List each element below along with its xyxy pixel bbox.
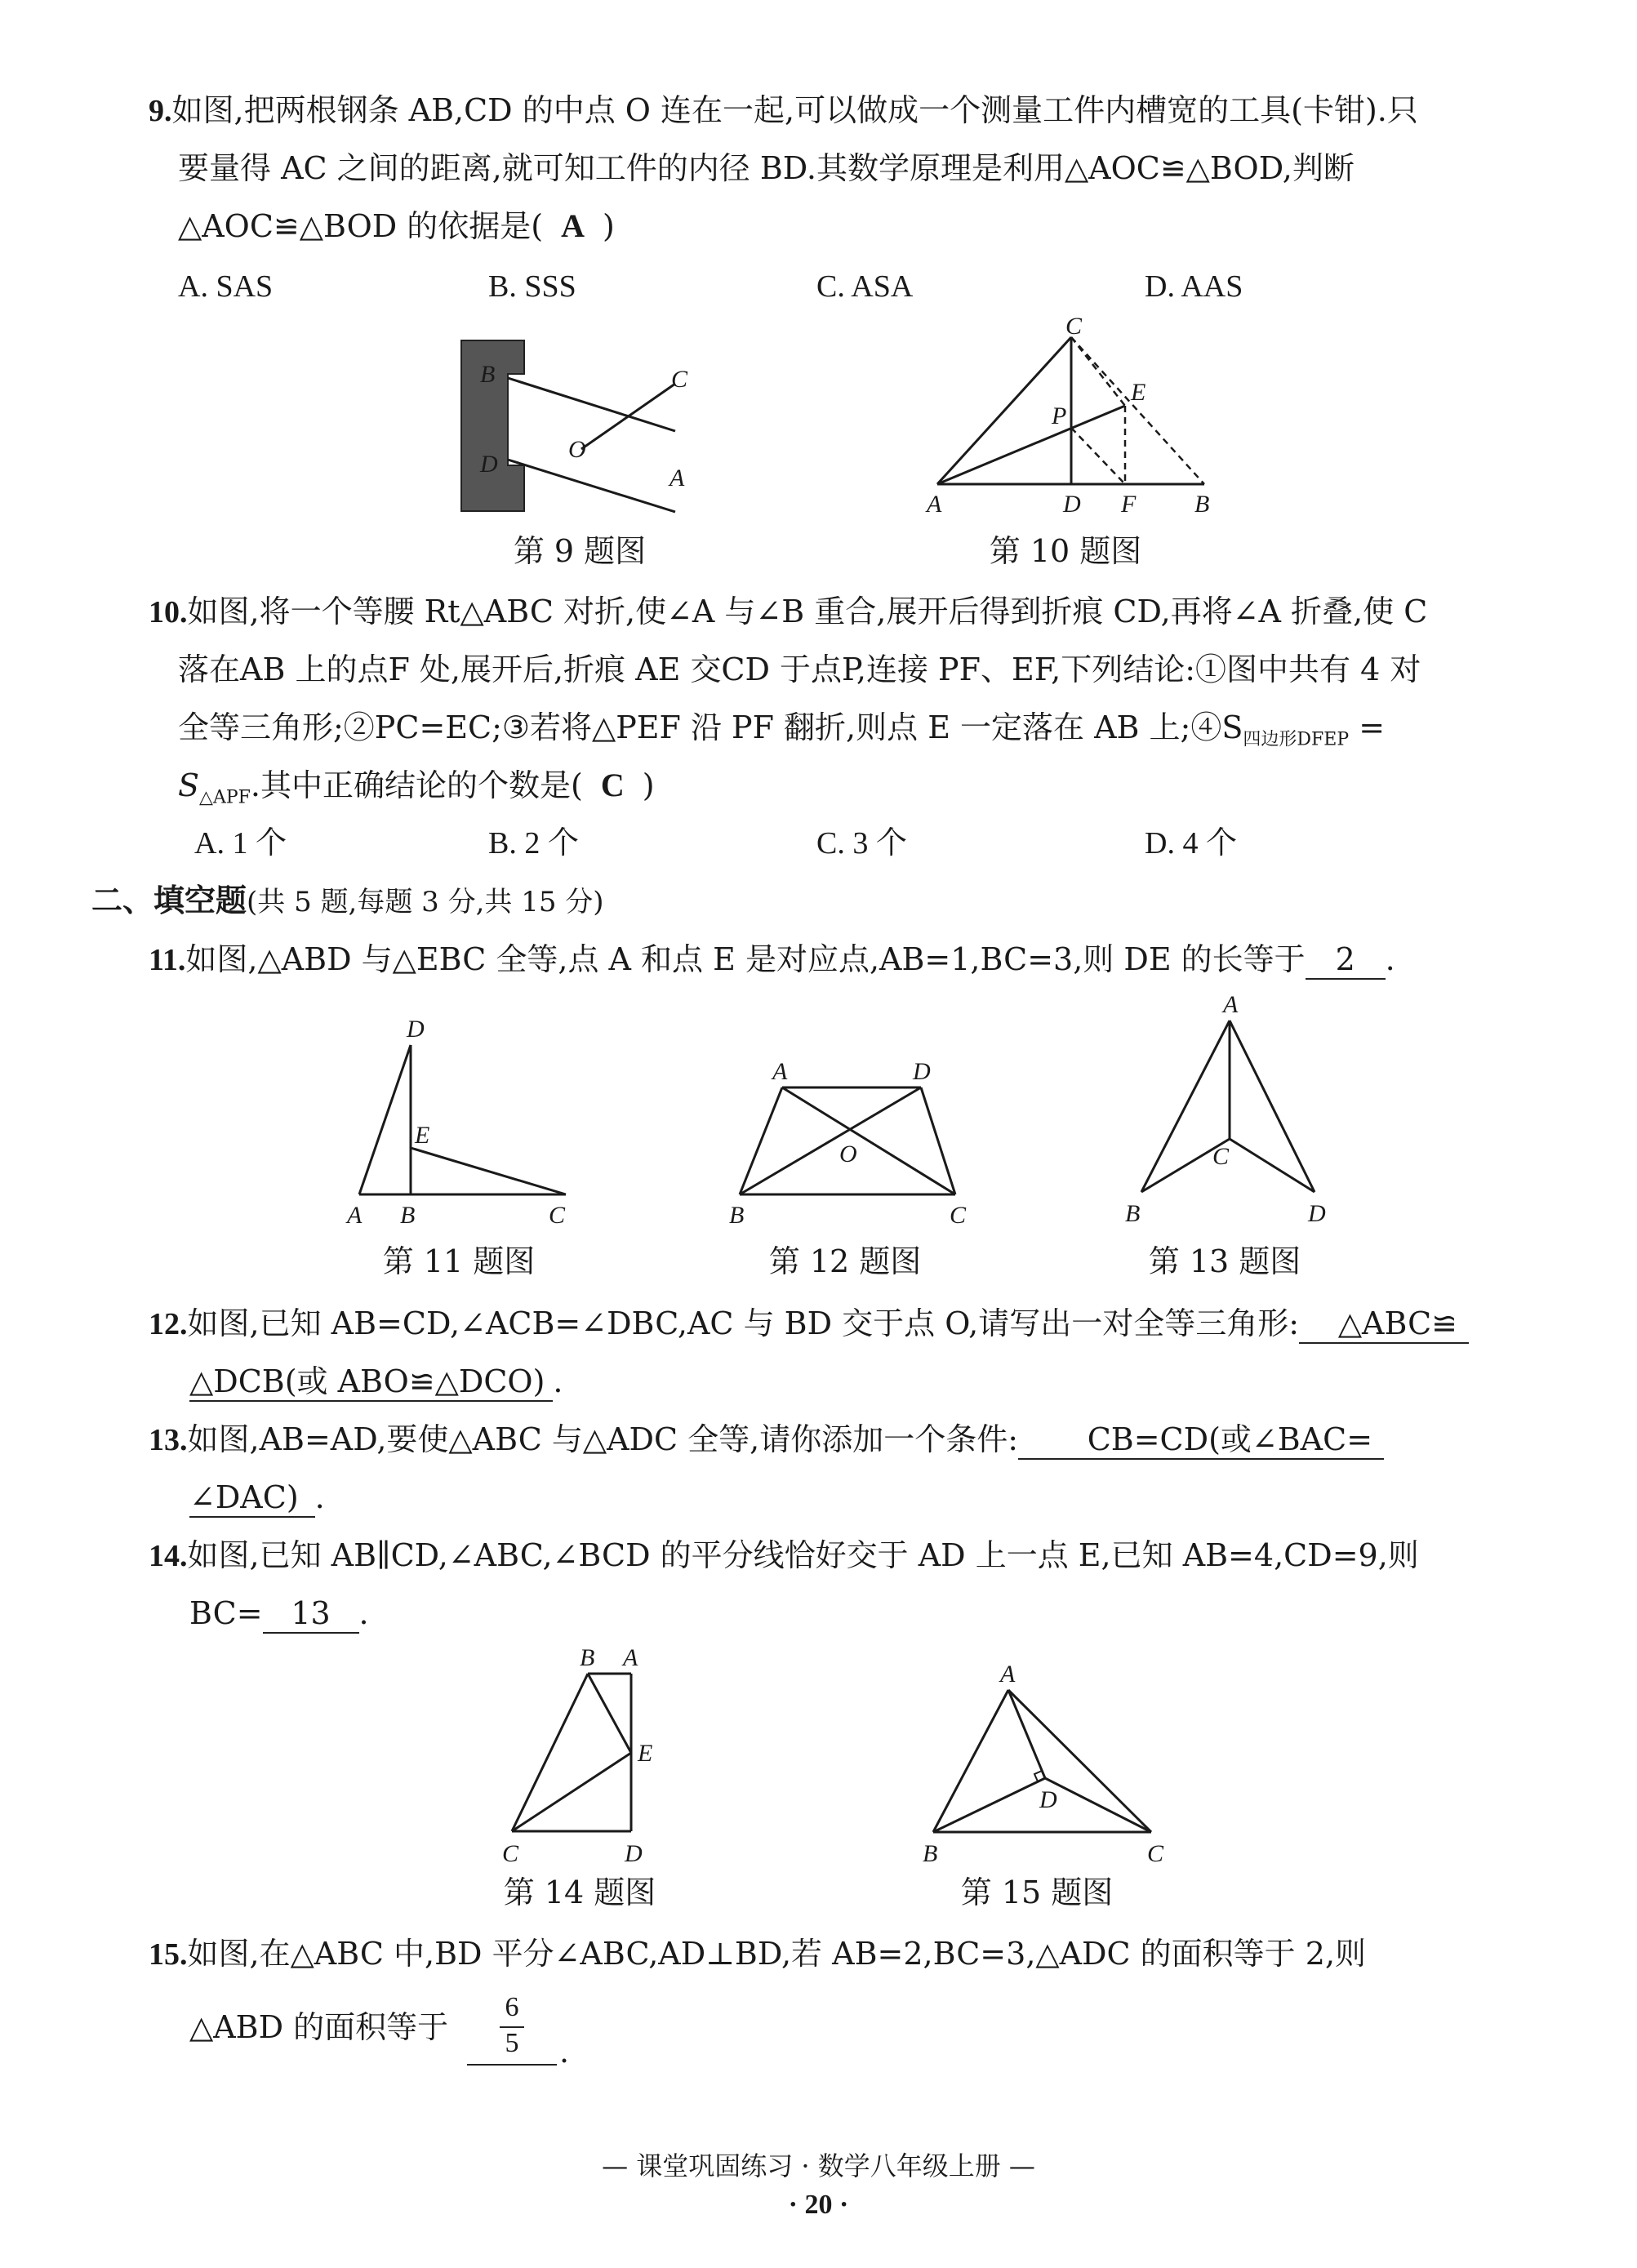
fig12-caption: 第 12 题图 <box>768 1243 922 1279</box>
q13-line2 <box>189 1479 325 1518</box>
q15-answer-underline <box>467 2064 557 2066</box>
figure-10 <box>914 313 1241 527</box>
fig15-label-d: D <box>1039 1786 1057 1813</box>
fig13-caption: 第 13 题图 <box>1148 1243 1301 1279</box>
q10-line2: 落在AB 上的点F 处,展开后,折痕 AE 交CD 于点P,连接 PF、EF,下列结论:①图中共有 4 对 <box>178 651 1421 687</box>
q10-line4 <box>178 767 655 817</box>
q10-s: S <box>178 767 200 803</box>
q15-answer-denominator: 5 <box>505 2028 519 2058</box>
fig10-label-e: E <box>1131 379 1146 406</box>
fig9-label-a: A <box>669 465 685 491</box>
q13-answer-part1: CB=CD(或∠BAC= <box>1018 1421 1384 1460</box>
q12-end: . <box>553 1363 563 1399</box>
q15-text: 如图,在△ABC 中,BD 平分∠ABC,AD⊥BD,若 AB=2,BC=3,△ADC 的面积等于 2,则 <box>187 1936 1367 1972</box>
q9-number: 9. <box>149 94 172 128</box>
q15-text-2: △ABD 的面积等于 <box>189 2009 449 2045</box>
q10-option-a: A. 1 个 <box>194 826 287 861</box>
q12-text: 如图,已知 AB=CD,∠ACB=∠DBC,AC 与 BD 交于点 O,请写出一对全等三角形: <box>187 1305 1300 1341</box>
q12-line2 <box>189 1363 563 1402</box>
fig15-label-b: B <box>923 1840 938 1867</box>
q9-line3 <box>178 207 615 245</box>
q9-answer: A <box>561 207 585 244</box>
q11-end: . <box>1385 941 1395 977</box>
fig11-caption: 第 11 题图 <box>382 1243 536 1279</box>
fig10-label-f: F <box>1121 491 1137 518</box>
fig15-label-c: C <box>1147 1840 1164 1867</box>
figure-9 <box>441 327 718 523</box>
q15-line2 <box>189 2008 448 2046</box>
q15-number: 15. <box>149 1937 188 1972</box>
q13-text: 如图,AB=AD,要使△ABC 与△ADC 全等,请你添加一个条件: <box>187 1421 1019 1457</box>
q14-answer-blank: 13 <box>263 1594 359 1634</box>
footer-title: — 课堂巩固练习 · 数学八年级上册 — <box>602 2150 1035 2181</box>
q10-number: 10. <box>149 595 188 629</box>
q13-end: . <box>314 1479 325 1515</box>
fig9-bar-bc <box>508 378 675 431</box>
fig12-label-b: B <box>729 1202 745 1229</box>
q14-line1 <box>149 1536 1419 1575</box>
q10-line1 <box>149 593 1427 631</box>
q9-option-c: C. ASA <box>816 269 914 304</box>
q12-number: 12. <box>149 1307 188 1341</box>
fig12-label-c: C <box>950 1202 967 1229</box>
fig9-label-o: O <box>568 436 586 463</box>
q14-bc: BC= <box>189 1595 263 1631</box>
q10-text-4: .其中正确结论的个数是( <box>250 767 583 803</box>
q9-option-a: A. SAS <box>178 269 274 304</box>
fig9-bar-da <box>508 460 675 512</box>
fig13-label-c: C <box>1212 1143 1230 1170</box>
q13-line1 <box>149 1421 1384 1460</box>
q10-line3 <box>178 709 1385 759</box>
fig14-label-c: C <box>502 1840 519 1867</box>
q11-line1 <box>149 941 1395 980</box>
fig13-label-b: B <box>1125 1200 1141 1227</box>
q9-option-b: B. SSS <box>488 269 576 304</box>
q15-end: . <box>559 2034 570 2070</box>
q10-answer: C <box>600 767 625 803</box>
q15-line1 <box>149 1935 1366 1973</box>
q14-text: 如图,已知 AB∥CD,∠ABC,∠BCD 的平分线恰好交于 AD 上一点 E,已知 AB=4,CD=9,则 <box>187 1537 1419 1573</box>
fig9-label-b: B <box>480 361 496 388</box>
fig11-label-e: E <box>415 1122 430 1149</box>
q11-number: 11. <box>149 943 186 977</box>
q13-answer-part2: ∠DAC) <box>189 1479 315 1518</box>
q9-line2: 要量得 AC 之间的距离,就可知工件的内径 BD.其数学原理是利用△AOC≌△BOD,判断 <box>178 150 1355 186</box>
figure-14 <box>494 1641 690 1878</box>
fig10-caption: 第 10 题图 <box>989 533 1142 569</box>
fig12-label-o: O <box>839 1141 857 1167</box>
fig14-label-b: B <box>580 1644 595 1671</box>
figure-12 <box>717 1053 978 1233</box>
q9-text-1: 如图,把两根钢条 AB,CD 的中点 O 连在一起,可以做成一个测量工件内槽宽的工具(卡钳).只 <box>171 92 1418 128</box>
fig10-label-a: A <box>927 491 942 518</box>
fig11-label-b: B <box>400 1202 416 1229</box>
q12-answer-part1: △ABC≌ <box>1299 1305 1469 1344</box>
q14-end: . <box>358 1595 369 1631</box>
q12-line1 <box>149 1305 1469 1344</box>
fig15-caption: 第 15 题图 <box>960 1874 1114 1910</box>
q10-option-b: B. 2 个 <box>488 826 579 861</box>
fig12-label-a: A <box>772 1058 788 1085</box>
q13-number: 13. <box>149 1423 188 1457</box>
fig10-label-d: D <box>1063 491 1081 518</box>
q9-option-d: D. AAS <box>1145 269 1243 304</box>
q10-option-d: D. 4 个 <box>1145 826 1237 861</box>
fig14-label-e: E <box>638 1740 653 1767</box>
q10-sub-quad: 四边形DFEP <box>1243 729 1350 750</box>
fig11-label-d: D <box>407 1016 425 1043</box>
fig13-label-a: A <box>1223 991 1239 1018</box>
q10-option-c: C. 3 个 <box>816 826 907 861</box>
section-2-title: 二、填空题 <box>91 882 247 918</box>
fig13-label-d: D <box>1308 1200 1326 1227</box>
q12-answer-part2: △DCB(或 ABO≌△DCO) <box>189 1363 553 1402</box>
q9-close-paren: ) <box>603 208 615 244</box>
section-2-heading <box>91 882 604 921</box>
q10-text-3: 全等三角形;②PC=EC;③若将△PEF 沿 PF 翻折,则点 E 一定落在 AB 上;④S <box>178 709 1243 745</box>
page-number: · 20 · <box>788 2190 849 2220</box>
fig10-label-p: P <box>1052 402 1067 429</box>
q10-close-paren: ) <box>642 767 655 803</box>
q10-equals: = <box>1349 709 1386 745</box>
section-2-sub: (共 5 题,每题 3 分,共 15 分) <box>247 886 604 918</box>
q14-number: 14. <box>149 1539 188 1573</box>
fig10-label-c: C <box>1065 313 1083 340</box>
fig9-bar-oc <box>581 384 675 449</box>
fig11-label-a: A <box>347 1202 363 1229</box>
q9-line1 <box>149 91 1418 130</box>
q9-text-3: △AOC≌△BOD 的依据是( <box>178 208 544 244</box>
fig10-label-b: B <box>1194 491 1210 518</box>
fig9-label-c: C <box>671 366 688 393</box>
q11-text: 如图,△ABD 与△EBC 全等,点 A 和点 E 是对应点,AB=1,BC=3,则 DE 的长等于 <box>185 941 1306 977</box>
fig14-label-a: A <box>623 1644 638 1671</box>
q11-answer-blank: 2 <box>1306 941 1386 980</box>
q10-sub-tri: △APF <box>199 787 251 808</box>
fig11-label-c: C <box>549 1202 566 1229</box>
q14-line2 <box>189 1594 369 1634</box>
fig14-label-d: D <box>625 1840 643 1867</box>
q15-answer-numerator: 6 <box>505 1992 519 2022</box>
fig9-caption: 第 9 题图 <box>513 533 647 569</box>
fig9-label-d: D <box>480 451 498 478</box>
figure-15 <box>919 1659 1180 1871</box>
fig15-label-a: A <box>1000 1661 1016 1688</box>
fig14-caption: 第 14 题图 <box>503 1874 656 1910</box>
q10-text-1: 如图,将一个等腰 Rt△ABC 对折,使∠A 与∠B 重合,展开后得到折痕 CD,再将∠A 折叠,使 C <box>187 594 1428 629</box>
figure-11 <box>335 1012 596 1233</box>
figure-13 <box>1109 991 1337 1239</box>
fig12-label-d: D <box>913 1058 931 1085</box>
